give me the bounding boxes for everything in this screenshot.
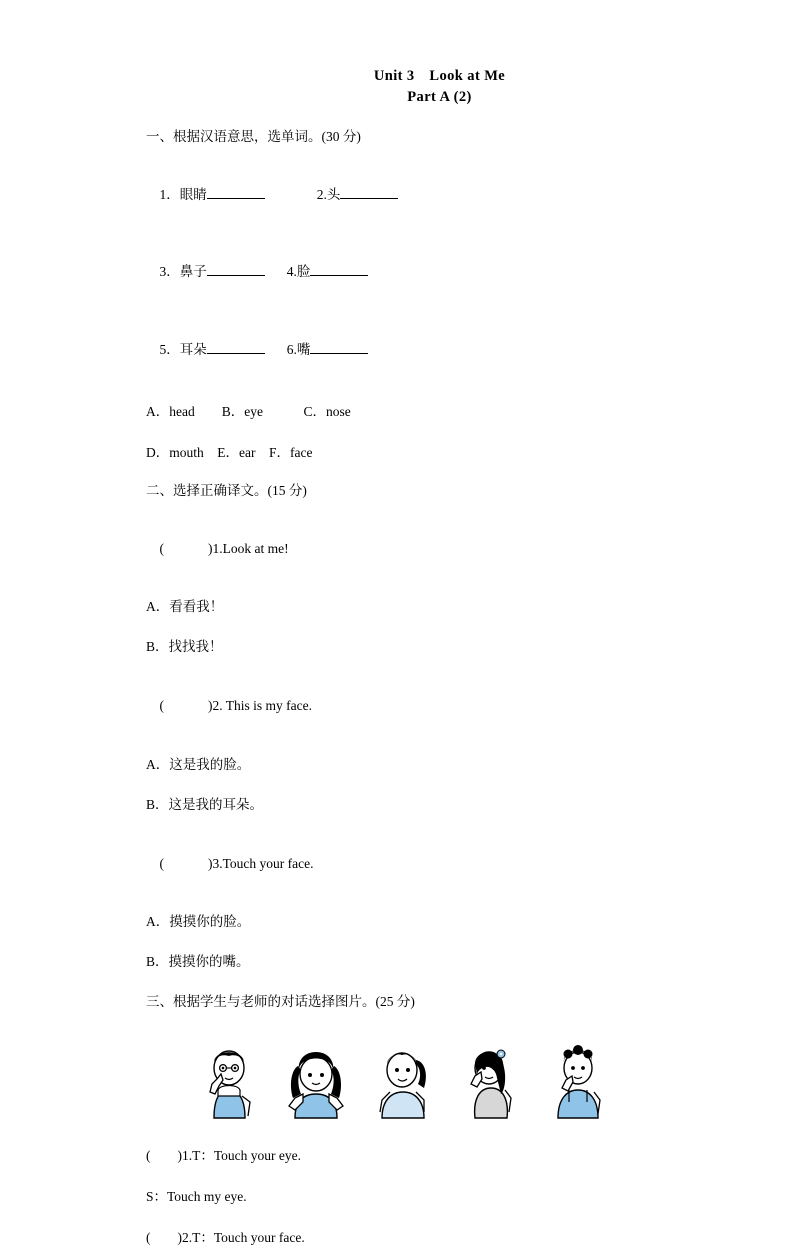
s3-dialog-1[interactable]: ( )1.T：Touch your eye. — [146, 1148, 302, 1164]
section-3-heading: 三、根据学生与老师的对话选择图片。(25 分) — [146, 994, 415, 1010]
q1-label: 1．眼睛 — [159, 186, 207, 202]
s3-dialog-2[interactable]: ( )2.T：Touch your face. — [146, 1230, 305, 1246]
page-title: Unit 3 Look at Me — [373, 68, 506, 84]
s2-item-1-option-b: B．找找我！ — [146, 639, 223, 655]
s2-item-2-option-a: A．这是我的脸。 — [146, 756, 251, 772]
picture-choice-c[interactable] — [364, 1032, 442, 1122]
page-subtitle: Part A (2) — [407, 89, 472, 105]
q4-blank[interactable] — [310, 264, 368, 276]
q1-blank[interactable] — [207, 186, 265, 198]
s3-dialog-1-response: S：Touch my eye. — [146, 1189, 247, 1205]
s2-item-1-stem — [146, 521, 693, 578]
s2-item-3-option-b: B．摸摸你的嘴。 — [146, 954, 250, 970]
girl-ponytail-icon — [364, 1032, 442, 1122]
s2-item-3-text: )3.Touch your face. — [208, 855, 314, 871]
s2-item-3-stem — [146, 836, 693, 893]
answer-paren-open-3: ( — [159, 855, 164, 871]
q4-label: 4.脸 — [286, 264, 311, 280]
answer-paren-open-1: ( — [159, 540, 164, 556]
q3-label: 3．鼻子 — [159, 264, 207, 280]
question-row-2 — [146, 245, 693, 302]
picture-choice-d[interactable] — [451, 1032, 529, 1122]
s2-item-2-stem — [146, 678, 693, 735]
s2-item-1-text: )1.Look at me! — [208, 540, 289, 556]
s2-item-1-option-a: A．看看我！ — [146, 599, 224, 615]
q3-blank[interactable] — [207, 264, 265, 276]
q2-blank[interactable] — [340, 186, 398, 198]
q6-label: 6.嘴 — [286, 342, 311, 358]
q5-label: 5．耳朵 — [159, 342, 207, 358]
s2-item-2-text: )2. This is my face. — [208, 698, 312, 714]
girl-touching-eye-icon — [190, 1032, 268, 1122]
section-1-heading: 一、根据汉语意思，选单词。(30 分) — [146, 129, 361, 144]
q5-blank[interactable] — [207, 342, 265, 354]
picture-choice-b[interactable] — [277, 1032, 355, 1122]
options-row-2: D．mouth E．ear F．face — [146, 444, 313, 460]
question-row-1 — [146, 167, 693, 224]
options-row-1: A．head B．eye C．nose — [146, 403, 351, 419]
girl-with-flower-touching-face-icon — [451, 1032, 529, 1122]
s2-item-3-option-a: A．摸摸你的脸。 — [146, 914, 251, 930]
question-row-3 — [146, 322, 693, 379]
section-2-heading: 二、选择正确译文。(15 分) — [146, 482, 307, 498]
q6-blank[interactable] — [310, 342, 368, 354]
picture-choice-a[interactable] — [190, 1032, 268, 1122]
girl-with-black-hair-icon — [277, 1032, 355, 1122]
answer-paren-open-2: ( — [159, 698, 164, 714]
picture-choices-row — [146, 1032, 693, 1122]
s2-item-2-option-b: B．这是我的耳朵。 — [146, 796, 264, 812]
boy-curly-hair-icon — [538, 1032, 616, 1122]
q2-label: 2.头 — [316, 186, 341, 202]
picture-choice-e[interactable] — [538, 1032, 616, 1122]
